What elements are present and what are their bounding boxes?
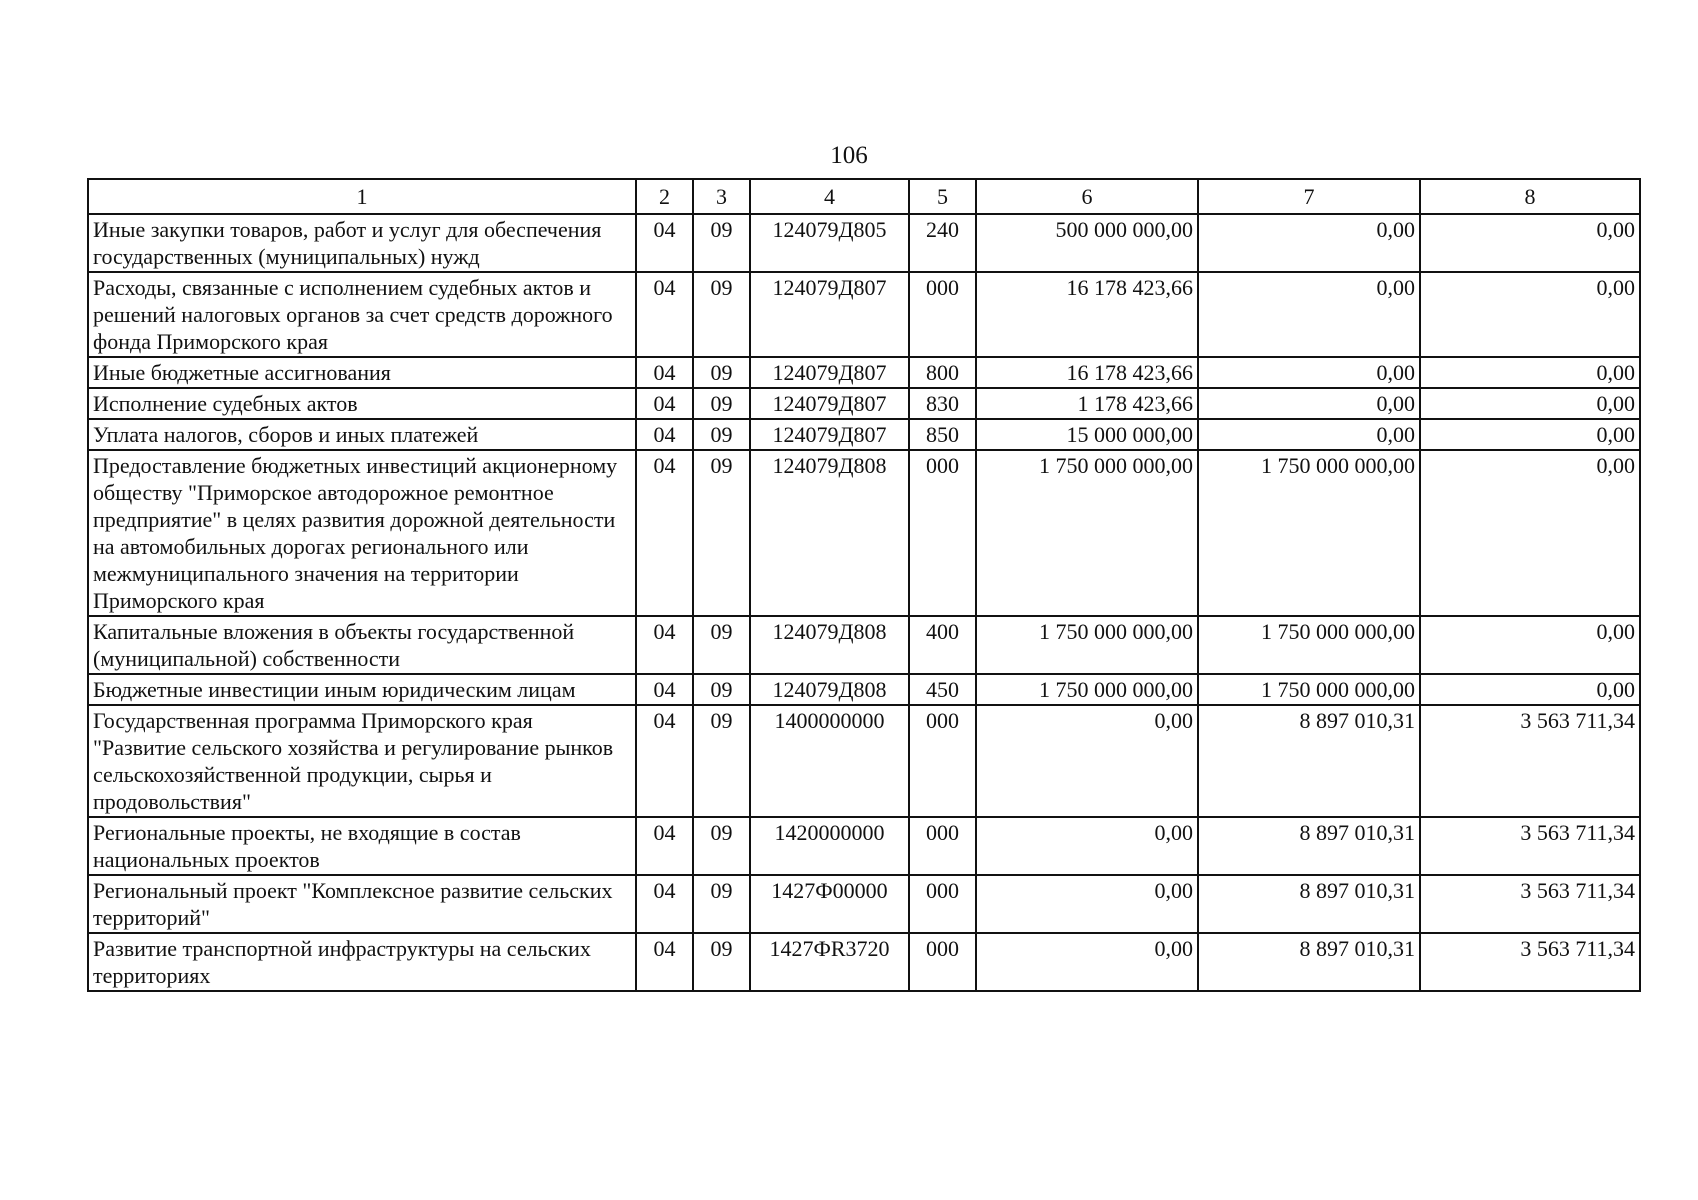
column-header: 1 (88, 179, 636, 214)
row-name-cell: Государственная программа Приморского края "Развитие сельского хозяйства и регулирование рынков сельскохозяйственной продукции, сырья и продовольствия" (88, 705, 636, 817)
amount-col7-cell: 0,00 (1198, 357, 1420, 388)
amount-col6-cell: 0,00 (976, 817, 1198, 875)
column-header: 8 (1420, 179, 1640, 214)
target-article-cell: 124079Д805 (750, 214, 909, 272)
subsection-code-cell: 09 (693, 875, 750, 933)
amount-col6-cell: 1 750 000 000,00 (976, 674, 1198, 705)
table-row (88, 817, 1640, 875)
table-row (88, 419, 1640, 450)
page-number: 106 (830, 142, 868, 169)
table-row (88, 674, 1640, 705)
table-row (88, 388, 1640, 419)
amount-col7-cell: 0,00 (1198, 272, 1420, 357)
expense-type-cell: 800 (909, 357, 976, 388)
target-article-cell: 1400000000 (750, 705, 909, 817)
amount-col8-cell: 0,00 (1420, 450, 1640, 616)
row-name-cell: Исполнение судебных актов (88, 388, 636, 419)
table-row (88, 272, 1640, 357)
table-row (88, 357, 1640, 388)
amount-col8-cell: 0,00 (1420, 214, 1640, 272)
target-article-cell: 124079Д807 (750, 388, 909, 419)
section-code-cell: 04 (636, 817, 693, 875)
amount-col7-cell: 8 897 010,31 (1198, 817, 1420, 875)
row-name-cell: Капитальные вложения в объекты государственной (муниципальной) собственности (88, 616, 636, 674)
section-code-cell: 04 (636, 272, 693, 357)
amount-col6-cell: 0,00 (976, 933, 1198, 991)
section-code-cell: 04 (636, 705, 693, 817)
target-article-cell: 124079Д807 (750, 272, 909, 357)
amount-col8-cell: 3 563 711,34 (1420, 817, 1640, 875)
subsection-code-cell: 09 (693, 272, 750, 357)
section-code-cell: 04 (636, 933, 693, 991)
column-header: 6 (976, 179, 1198, 214)
amount-col6-cell: 0,00 (976, 875, 1198, 933)
column-header: 7 (1198, 179, 1420, 214)
table-row (88, 214, 1640, 272)
row-name-cell: Региональные проекты, не входящие в состав национальных проектов (88, 817, 636, 875)
subsection-code-cell: 09 (693, 214, 750, 272)
table-header-row (88, 179, 1640, 214)
target-article-cell: 124079Д808 (750, 674, 909, 705)
subsection-code-cell: 09 (693, 388, 750, 419)
budget-table (87, 178, 1641, 992)
amount-col8-cell: 3 563 711,34 (1420, 705, 1640, 817)
expense-type-cell: 000 (909, 705, 976, 817)
amount-col7-cell: 0,00 (1198, 214, 1420, 272)
amount-col8-cell: 0,00 (1420, 419, 1640, 450)
amount-col7-cell: 8 897 010,31 (1198, 705, 1420, 817)
subsection-code-cell: 09 (693, 674, 750, 705)
amount-col6-cell: 16 178 423,66 (976, 272, 1198, 357)
amount-col6-cell: 0,00 (976, 705, 1198, 817)
expense-type-cell: 850 (909, 419, 976, 450)
amount-col7-cell: 0,00 (1198, 419, 1420, 450)
table-row (88, 616, 1640, 674)
row-name-cell: Уплата налогов, сборов и иных платежей (88, 419, 636, 450)
subsection-code-cell: 09 (693, 933, 750, 991)
row-name-cell: Региональный проект "Комплексное развитие сельских территорий" (88, 875, 636, 933)
target-article-cell: 124079Д808 (750, 616, 909, 674)
expense-type-cell: 830 (909, 388, 976, 419)
amount-col6-cell: 500 000 000,00 (976, 214, 1198, 272)
amount-col8-cell: 0,00 (1420, 674, 1640, 705)
target-article-cell: 124079Д807 (750, 357, 909, 388)
expense-type-cell: 000 (909, 272, 976, 357)
amount-col8-cell: 3 563 711,34 (1420, 933, 1640, 991)
section-code-cell: 04 (636, 357, 693, 388)
amount-col8-cell: 0,00 (1420, 616, 1640, 674)
target-article-cell: 124079Д808 (750, 450, 909, 616)
row-name-cell: Иные закупки товаров, работ и услуг для обеспечения государственных (муниципальных) нужд (88, 214, 636, 272)
section-code-cell: 04 (636, 388, 693, 419)
amount-col7-cell: 1 750 000 000,00 (1198, 674, 1420, 705)
amount-col6-cell: 15 000 000,00 (976, 419, 1198, 450)
section-code-cell: 04 (636, 616, 693, 674)
expense-type-cell: 000 (909, 933, 976, 991)
amount-col8-cell: 0,00 (1420, 272, 1640, 357)
table-body (88, 214, 1640, 991)
row-name-cell: Бюджетные инвестиции иным юридическим лицам (88, 674, 636, 705)
table-row (88, 450, 1640, 616)
section-code-cell: 04 (636, 450, 693, 616)
section-code-cell: 04 (636, 875, 693, 933)
table-row (88, 875, 1640, 933)
amount-col6-cell: 16 178 423,66 (976, 357, 1198, 388)
column-header: 3 (693, 179, 750, 214)
expense-type-cell: 000 (909, 875, 976, 933)
amount-col8-cell: 0,00 (1420, 388, 1640, 419)
row-name-cell: Предоставление бюджетных инвестиций акционерному обществу "Приморское автодорожное ремонтное предприятие" в целях развития дорожной деятельности на автомобильных дорогах регионального или межмуниципального значения на территории Приморского края (88, 450, 636, 616)
column-header: 4 (750, 179, 909, 214)
target-article-cell: 1427ФR3720 (750, 933, 909, 991)
expense-type-cell: 450 (909, 674, 976, 705)
row-name-cell: Расходы, связанные с исполнением судебных актов и решений налоговых органов за счет средств дорожного фонда Приморского края (88, 272, 636, 357)
subsection-code-cell: 09 (693, 817, 750, 875)
section-code-cell: 04 (636, 419, 693, 450)
amount-col8-cell: 3 563 711,34 (1420, 875, 1640, 933)
amount-col7-cell: 0,00 (1198, 388, 1420, 419)
amount-col6-cell: 1 750 000 000,00 (976, 450, 1198, 616)
column-header: 5 (909, 179, 976, 214)
section-code-cell: 04 (636, 674, 693, 705)
subsection-code-cell: 09 (693, 357, 750, 388)
subsection-code-cell: 09 (693, 419, 750, 450)
amount-col7-cell: 8 897 010,31 (1198, 875, 1420, 933)
target-article-cell: 1427Ф00000 (750, 875, 909, 933)
expense-type-cell: 240 (909, 214, 976, 272)
amount-col7-cell: 8 897 010,31 (1198, 933, 1420, 991)
column-header: 2 (636, 179, 693, 214)
target-article-cell: 1420000000 (750, 817, 909, 875)
expense-type-cell: 400 (909, 616, 976, 674)
amount-col8-cell: 0,00 (1420, 357, 1640, 388)
table-row (88, 933, 1640, 991)
subsection-code-cell: 09 (693, 705, 750, 817)
table-row (88, 705, 1640, 817)
section-code-cell: 04 (636, 214, 693, 272)
amount-col7-cell: 1 750 000 000,00 (1198, 616, 1420, 674)
subsection-code-cell: 09 (693, 450, 750, 616)
row-name-cell: Иные бюджетные ассигнования (88, 357, 636, 388)
amount-col7-cell: 1 750 000 000,00 (1198, 450, 1420, 616)
row-name-cell: Развитие транспортной инфраструктуры на сельских территориях (88, 933, 636, 991)
expense-type-cell: 000 (909, 817, 976, 875)
subsection-code-cell: 09 (693, 616, 750, 674)
expense-type-cell: 000 (909, 450, 976, 616)
amount-col6-cell: 1 750 000 000,00 (976, 616, 1198, 674)
target-article-cell: 124079Д807 (750, 419, 909, 450)
amount-col6-cell: 1 178 423,66 (976, 388, 1198, 419)
